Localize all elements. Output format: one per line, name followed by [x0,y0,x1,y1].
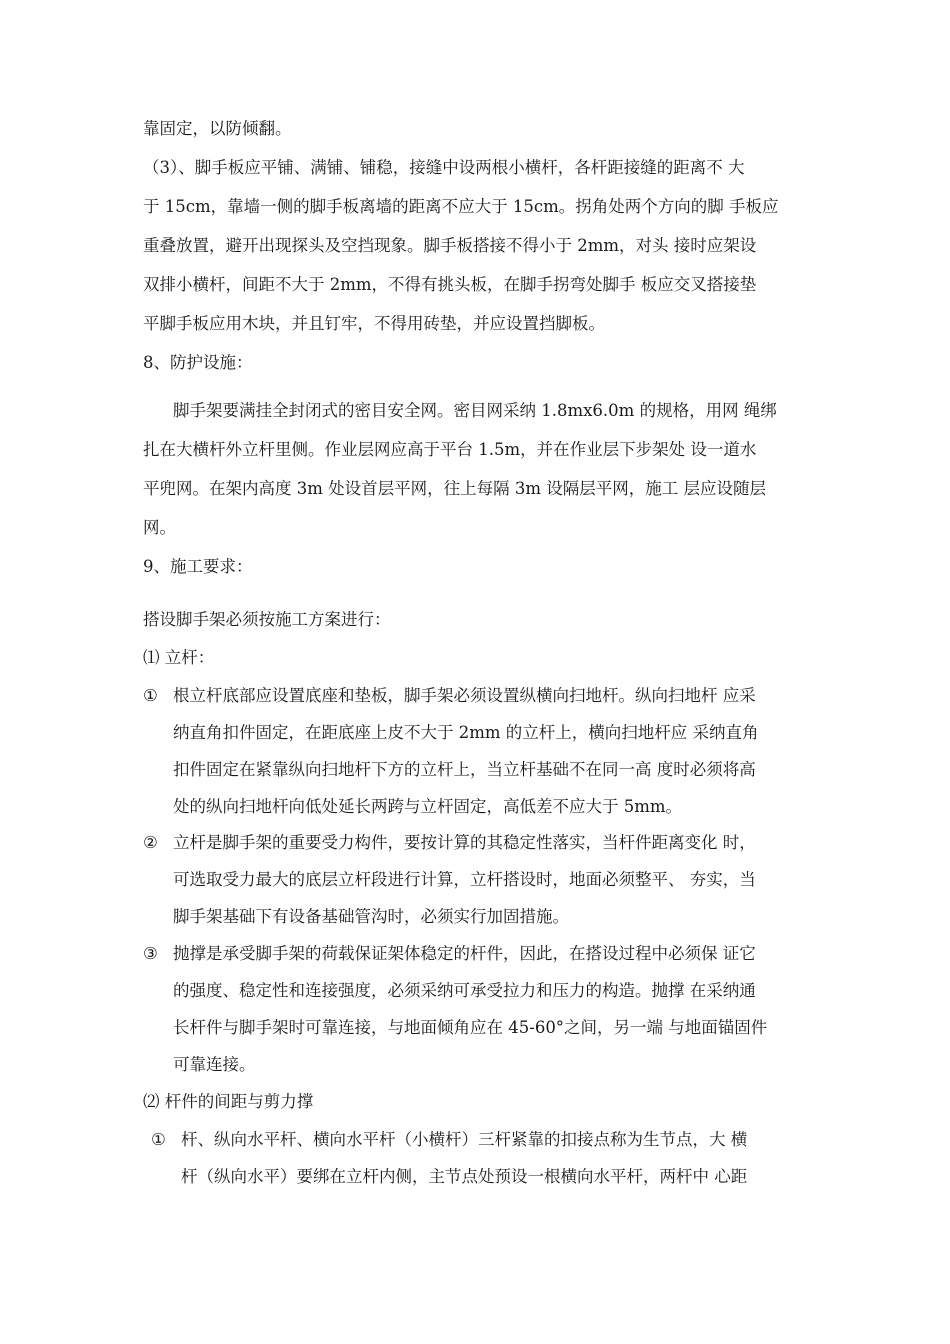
text-line: 杆（纵向水平）要绑在立杆内侧，主节点处预设一根横向水平杆，两杆中 心距 [181,1167,748,1186]
text-line: 网。 [143,518,176,537]
text-line: 重叠放置，避开出现探头及空挡现象。脚手板搭接不得小于 2mm，对头 接时应架设 [143,236,757,255]
text-line: 可选取受力最大的底层立杆段进行计算，立杆搭设时，地面必须整平、 夯实，当 [173,870,756,889]
section-heading: 8、防护设施： [143,353,253,372]
text-line: 处的纵向扫地杆向低处延长两跨与立杆固定，高低差不应大于 5mm。 [173,797,683,816]
list-marker: ③ [143,944,158,963]
text-line: 于 15cm，靠墙一侧的脚手板离墙的距离不应大于 15cm。拐角处两个方向的脚 手板应 [143,197,779,216]
list-marker: ① [143,686,158,705]
text-line: 可靠连接。 [173,1055,256,1074]
text-line: 长杆件与脚手架时可靠连接，与地面倾角应在 45-60°之间，另一端 与地面锚固件 [173,1018,768,1037]
section-heading: 9、施工要求： [143,557,253,576]
text-line: 双排小横杆，间距不大于 2mm，不得有挑头板，在脚手拐弯处脚手 板应交叉搭接垫 [143,275,757,294]
text-line: 根立杆底部应设置底座和垫板，脚手架必须设置纵横向扫地杆。纵向扫地杆 应采 [173,686,756,705]
text-line: 纳直角扣件固定，在距底座上皮不大于 2mm 的立杆上，横向扫地杆应 采纳直角 [173,723,759,742]
text-line: 靠固定，以防倾翻。 [143,119,292,138]
text-line: 立杆是脚手架的重要受力构件，要按计算的其稳定性落实，当杆件距离变化 时， [173,833,756,852]
subsection-heading: ⑴ 立杆： [143,648,215,667]
text-line: 抛撑是承受脚手架的荷载保证架体稳定的杆件，因此，在搭设过程中必须保 证它 [173,944,756,963]
list-marker: ① [151,1130,166,1149]
text-line: 扎在大横杆外立杆里侧。作业层网应高于平台 1.5m，并在作业层下步架处 设一道水 [143,440,757,459]
text-line: 扣件固定在紧靠纵向扫地杆下方的立杆上，当立杆基础不在同一高 度时必须将高 [173,760,756,779]
text-line: （3）、脚手板应平铺、满铺、铺稳，接缝中设两根小横杆，各杆距接缝的距离不 大 [143,158,745,177]
list-marker: ② [143,833,158,852]
text-line: 杆、纵向水平杆、横向水平杆（小横杆）三杆紧靠的扣接点称为生节点，大 横 [181,1130,748,1149]
text-line: 平兜网。在架内高度 3m 处设首层平网，往上每隔 3m 设隔层平网，施工 层应设随层 [143,479,767,498]
text-line: 脚手架基础下有设备基础管沟时，必须实行加固措施。 [173,907,569,926]
text-line: 平脚手板应用木块，并且钉牢，不得用砖垫，并应设置挡脚板。 [143,314,605,333]
text-line: 脚手架要满挂全封闭式的密目安全网。密目网采纳 1.8mx6.0m 的规格，用网 绳绑 [173,401,777,420]
text-line: 的强度、稳定性和连接强度，必须采纳可承受拉力和压力的构造。抛撑 在采纳通 [173,981,756,1000]
text-line: 搭设脚手架必须按施工方案进行： [143,610,391,629]
subsection-heading: ⑵ 杆件的间距与剪力撑 [143,1092,314,1111]
